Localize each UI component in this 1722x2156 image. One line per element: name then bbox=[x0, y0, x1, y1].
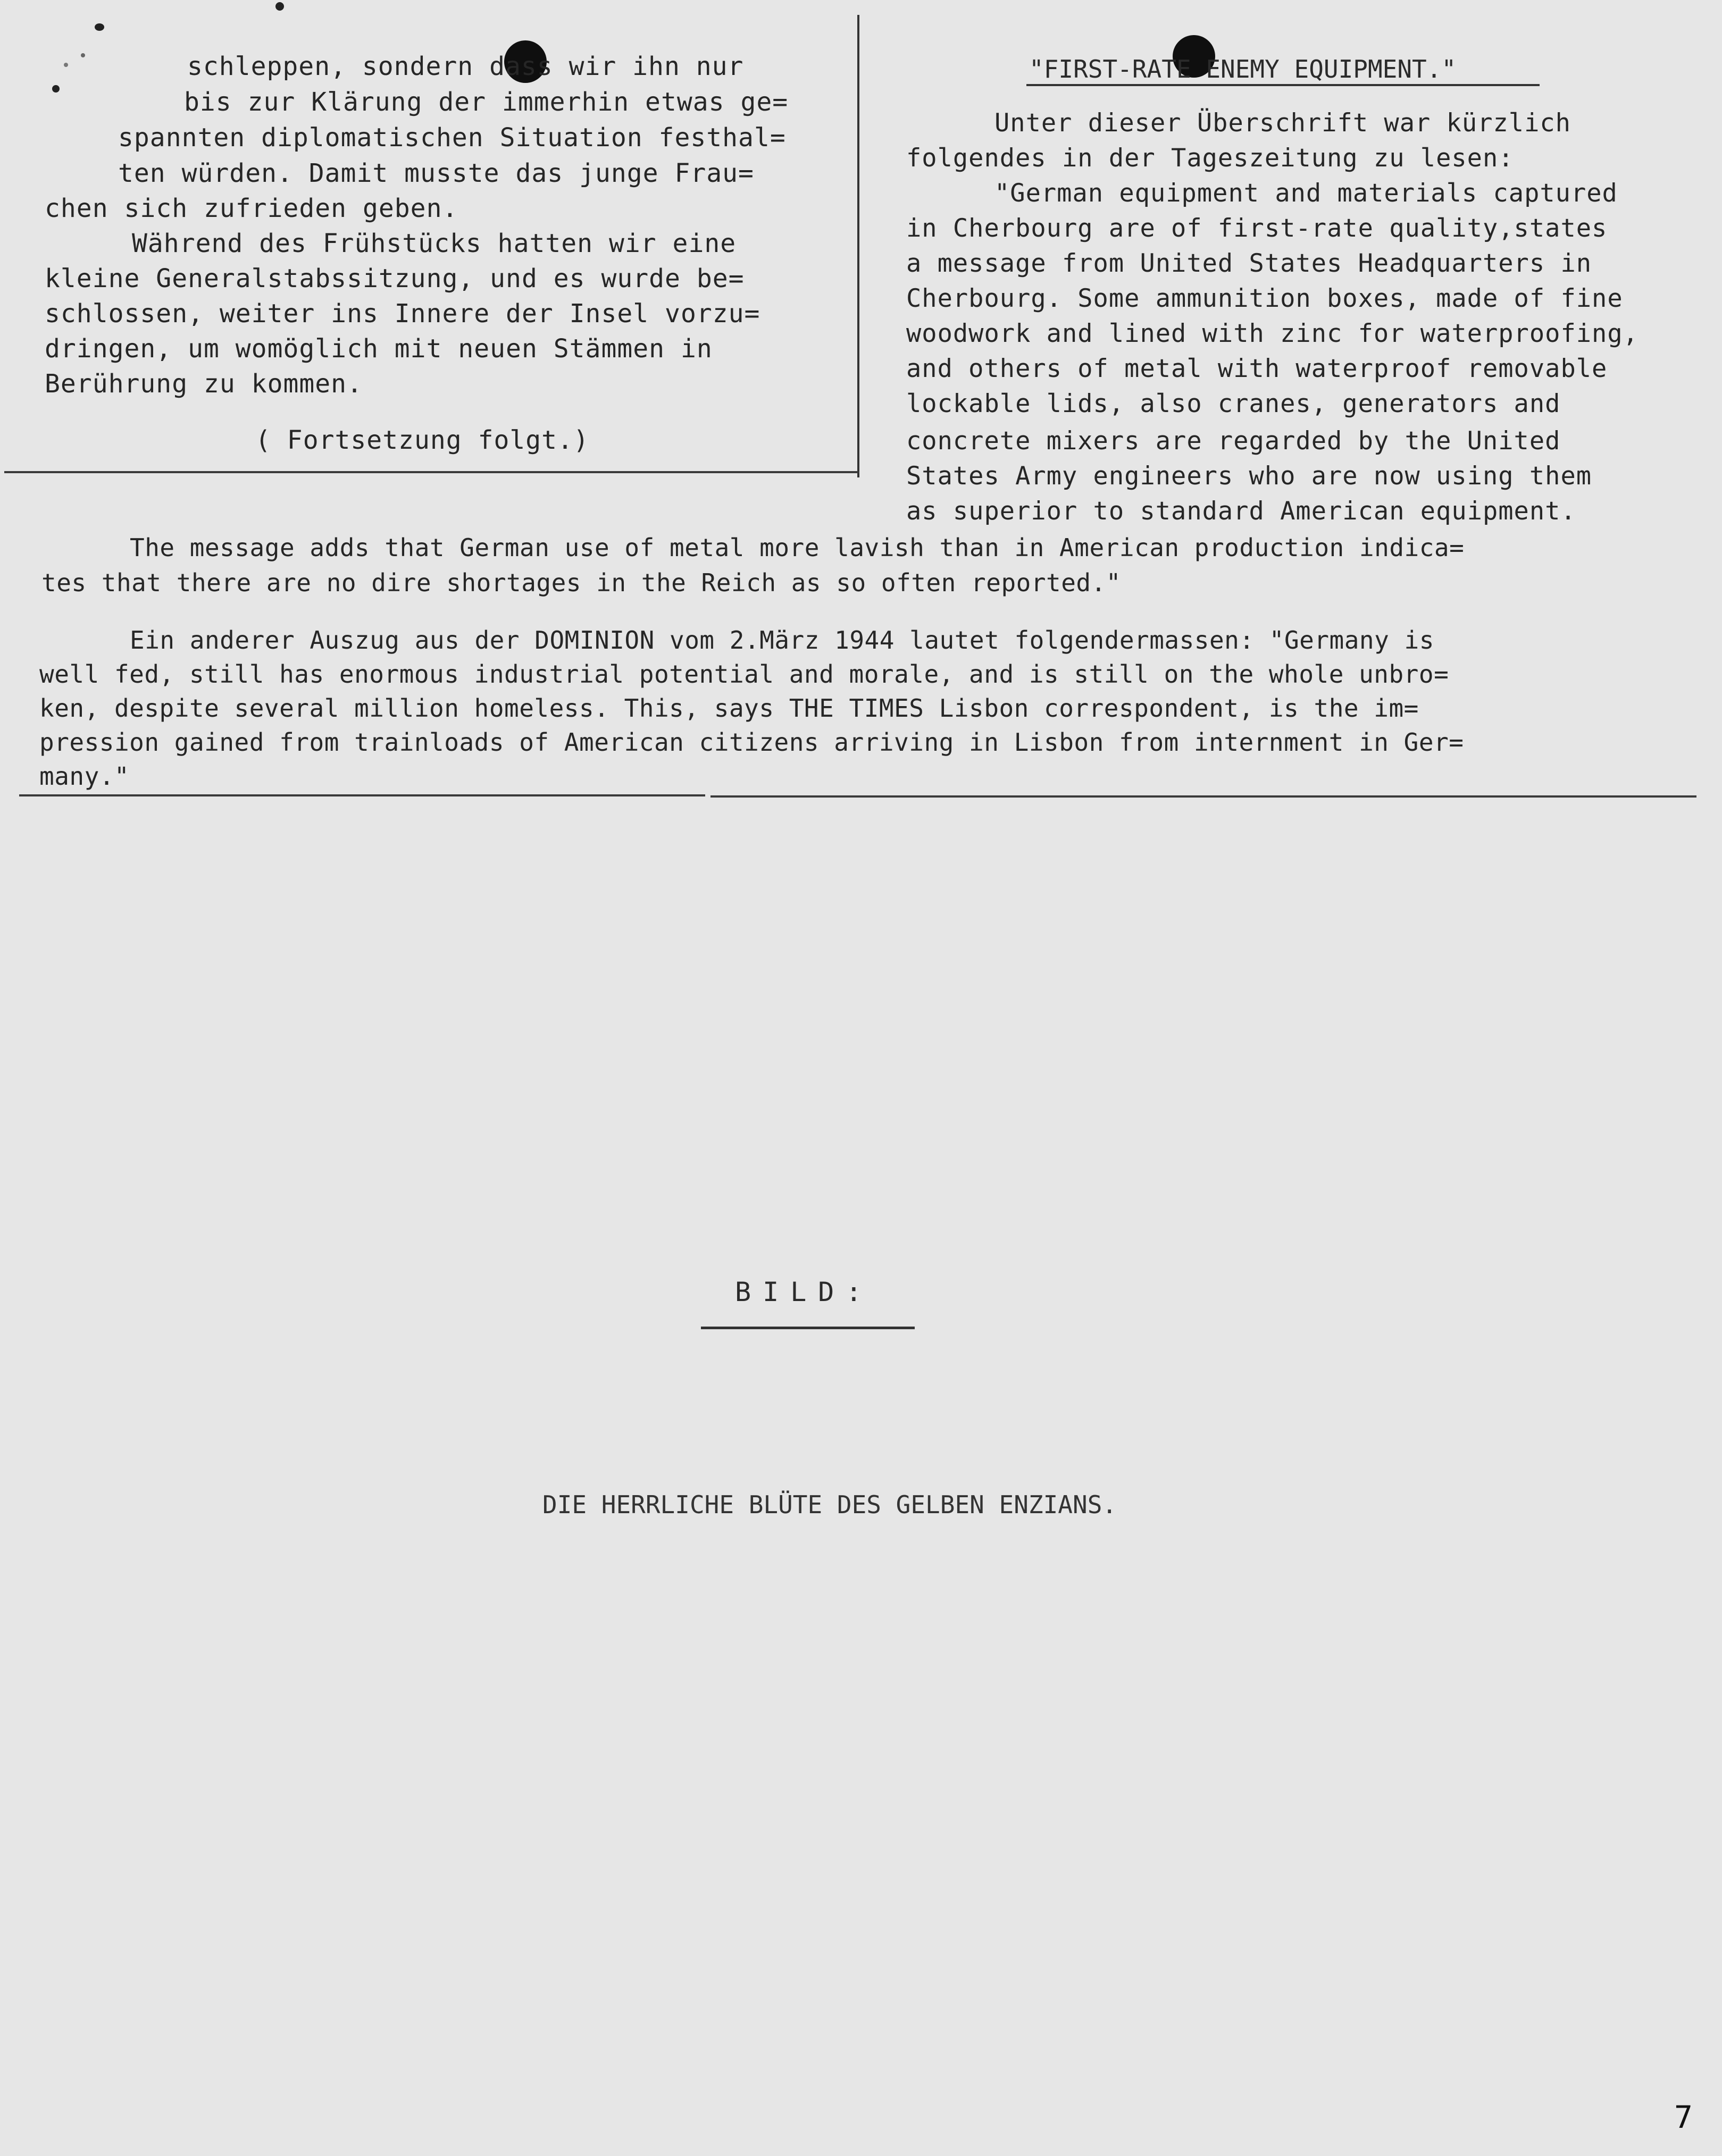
picture-caption: DIE HERRLICHE BLÜTE DES GELBEN ENZIANS. bbox=[542, 1490, 1117, 1519]
left-line: kleine Generalstabssitzung, und es wurde be= bbox=[45, 264, 745, 293]
paragraph-line: Ein anderer Auszug aus der DOMINION vom 2.März 1944 lautet folgendermassen: "Germany is bbox=[130, 626, 1434, 655]
right-line: as superior to standard American equipment. bbox=[906, 497, 1576, 526]
right-line: "German equipment and materials captured bbox=[994, 179, 1618, 208]
right-line: folgendes in der Tageszeitung zu lesen: bbox=[906, 144, 1514, 173]
left-line: schlossen, weiter ins Innere der Insel vorzu= bbox=[45, 299, 760, 329]
ink-speck bbox=[95, 23, 104, 31]
right-line: Cherbourg. Some ammunition boxes, made of fine bbox=[906, 284, 1623, 313]
left-line: Während des Frühstücks hatten wir eine bbox=[132, 229, 737, 258]
right-line: woodwork and lined with zinc for waterproofing, bbox=[906, 319, 1639, 348]
right-line: and others of metal with waterproof removable bbox=[906, 354, 1608, 383]
right-line: Unter dieser Überschrift war kürzlich bbox=[994, 108, 1571, 138]
ink-speck bbox=[52, 85, 60, 93]
section-rule-right bbox=[710, 795, 1696, 798]
picture-label: BILD: bbox=[735, 1277, 874, 1307]
right-line: States Army engineers who are now using them bbox=[906, 462, 1592, 491]
left-line: bis zur Klärung der immerhin etwas ge= bbox=[184, 87, 789, 117]
paragraph-line: The message adds that German use of metal more lavish than in American production indica= bbox=[130, 533, 1465, 562]
paragraph-line: many." bbox=[39, 762, 130, 791]
left-line: spannten diplomatischen Situation festhal= bbox=[118, 123, 786, 153]
paragraph-line: tes that there are no dire shortages in the Reich as so often reported." bbox=[41, 568, 1121, 597]
ink-speck bbox=[64, 63, 68, 67]
page-number: 7 bbox=[1674, 2099, 1693, 2135]
right-line: lockable lids, also cranes, generators and bbox=[906, 389, 1561, 418]
section-rule-left bbox=[19, 794, 705, 796]
ink-speck bbox=[275, 2, 284, 11]
left-box-bottom-rule bbox=[4, 471, 859, 473]
right-line: a message from United States Headquarters in bbox=[906, 249, 1592, 278]
continuation-note: ( Fortsetzung folgt.) bbox=[255, 425, 589, 455]
paragraph-line: well fed, still has enormous industrial potential and morale, and is still on the whole unbro= bbox=[39, 660, 1449, 689]
right-line: in Cherbourg are of first-rate quality,states bbox=[906, 214, 1608, 243]
picture-label-underline bbox=[701, 1327, 915, 1329]
headline-underline bbox=[1026, 84, 1540, 86]
left-line: ten würden. Damit musste das junge Frau= bbox=[118, 158, 754, 188]
article-headline: "FIRST-RATE ENEMY EQUIPMENT." bbox=[1029, 55, 1457, 83]
paragraph-line: ken, despite several million homeless. This, says THE TIMES Lisbon correspondent, is the im= bbox=[39, 694, 1419, 723]
right-line: concrete mixers are regarded by the United bbox=[906, 426, 1561, 456]
paragraph-line: pression gained from trainloads of American citizens arriving in Lisbon from internment in Ger= bbox=[39, 728, 1464, 757]
column-divider bbox=[857, 15, 859, 477]
left-line: chen sich zufrieden geben. bbox=[45, 194, 458, 223]
ink-speck bbox=[81, 53, 85, 57]
left-line: Berührung zu kommen. bbox=[45, 369, 363, 399]
left-line: dringen, um womöglich mit neuen Stämmen in bbox=[45, 334, 713, 364]
left-line: schleppen, sondern dass wir ihn nur bbox=[187, 52, 744, 81]
